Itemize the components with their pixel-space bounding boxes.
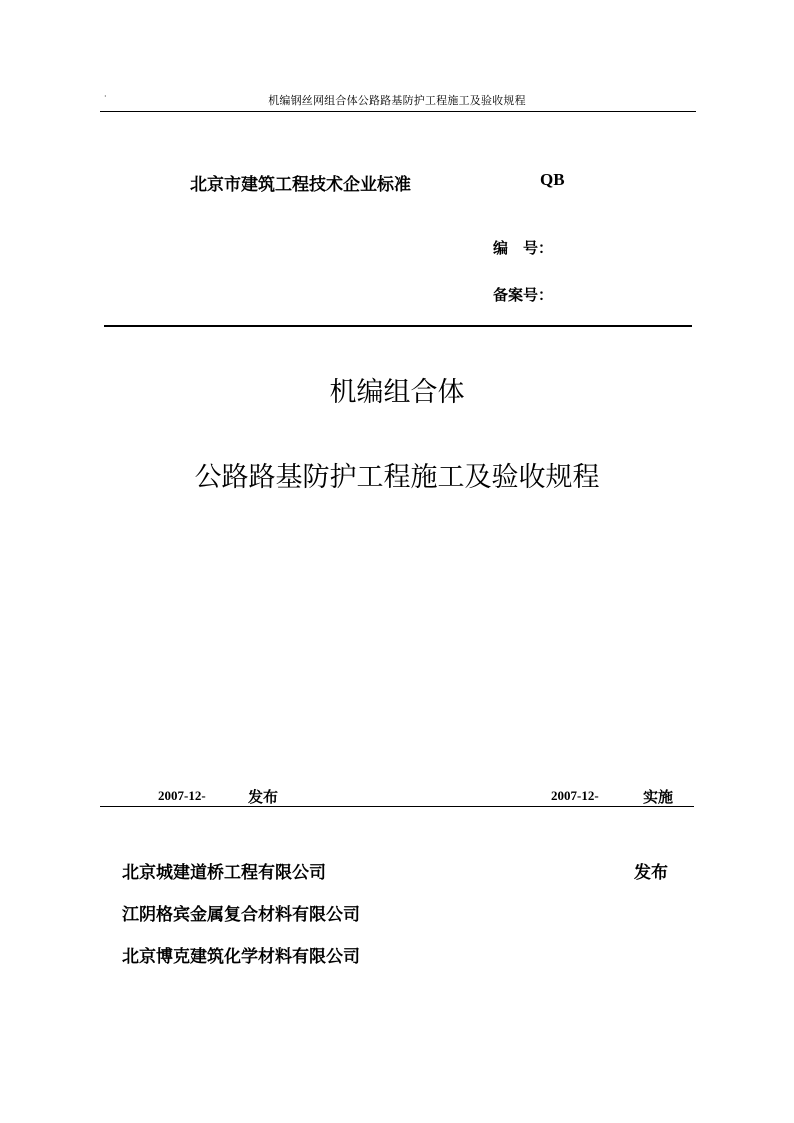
standard-code: QB xyxy=(540,170,565,189)
date-divider xyxy=(100,806,694,807)
header-divider xyxy=(100,111,696,112)
record-number-label: 备案号： xyxy=(493,286,554,304)
publisher-organization: 北京博克建筑化学材料有限公司 xyxy=(122,947,360,967)
header-mark: · xyxy=(104,92,107,101)
publisher-organization: 江阴格宾金属复合材料有限公司 xyxy=(122,905,360,925)
standard-number-label: 编 号： xyxy=(493,239,554,257)
standard-divider xyxy=(104,325,692,327)
publish-label: 发布 xyxy=(634,863,668,883)
standard-name: 北京市建筑工程技术企业标准 xyxy=(190,175,411,195)
document-title-line1: 机编组合体 xyxy=(329,377,465,408)
issue-date: 2007-12- xyxy=(158,788,206,803)
running-header-title: 机编钢丝网组合体公路路基防护工程施工及验收规程 xyxy=(268,94,526,107)
implementation-label: 实施 xyxy=(643,788,674,806)
publisher-organization: 北京城建道桥工程有限公司 xyxy=(122,863,326,883)
document-title-line2: 公路路基防护工程施工及验收规程 xyxy=(194,462,600,493)
issue-label: 发布 xyxy=(248,788,279,806)
implementation-date: 2007-12- xyxy=(551,788,599,803)
